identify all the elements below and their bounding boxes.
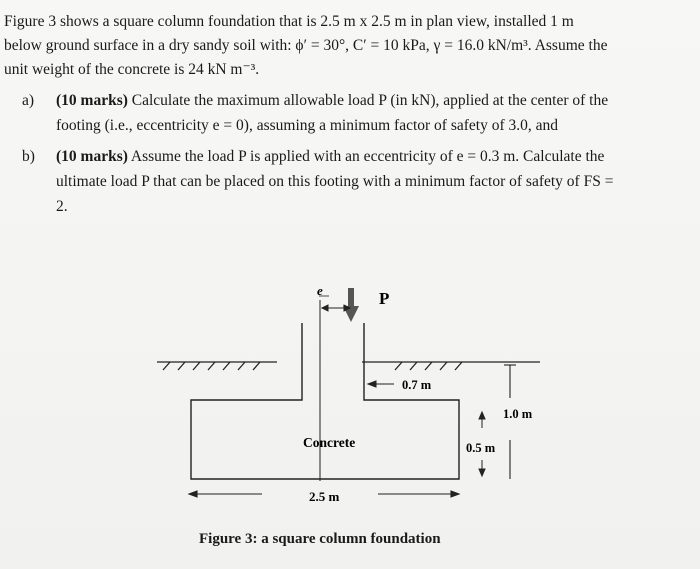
part-a-letter: a) xyxy=(22,92,35,109)
eccentricity-arrow xyxy=(322,305,350,311)
label-concrete: Concrete xyxy=(303,435,356,450)
part-b-line-2: ultimate load P that can be placed on this footing with a minimum factor of safety of FS = xyxy=(56,173,614,190)
label-width: 2.5 m xyxy=(309,489,340,504)
part-b-line-3: 2. xyxy=(56,198,68,215)
problem-line-2: below ground surface in a dry sandy soil with: ϕ′ = 30°, C′ = 10 kPa, γ = 16.0 kN/m³. Assume the xyxy=(4,37,608,54)
label-depth: 1.0 m xyxy=(503,407,533,421)
foundation-outline xyxy=(191,323,459,479)
part-b-letter: b) xyxy=(22,148,35,165)
label-p: P xyxy=(379,289,390,308)
ground-surface-right xyxy=(362,362,540,370)
label-thickness: 0.5 m xyxy=(466,441,496,455)
label-column-width: 0.7 m xyxy=(402,378,432,392)
depth-dimension xyxy=(504,365,516,479)
ground-surface-left xyxy=(157,362,277,370)
problem-line-3: unit weight of the concrete is 24 kN m⁻³. xyxy=(4,61,260,78)
problem-line-1: Figure 3 shows a square column foundation that is 2.5 m x 2.5 m in plan view, installed 1 m xyxy=(4,13,574,30)
label-e: e xyxy=(317,283,323,298)
figure-caption: Figure 3: a square column foundation xyxy=(199,531,441,547)
part-a-line-2: footing (i.e., eccentricity e = 0), assuming a minimum factor of safety of 3.0, and xyxy=(56,117,559,134)
part-b-line-1: Assume the load P is applied with an eccentricity of e = 0.3 m. Calculate the xyxy=(127,148,605,165)
part-a-line-1: Calculate the maximum allowable load P (in kN), applied at the center of the xyxy=(127,92,609,109)
load-arrow xyxy=(343,288,359,322)
part-a-marks: (10 marks) xyxy=(56,92,128,109)
column-width-arrow xyxy=(368,381,394,387)
part-b-marks: (10 marks) xyxy=(56,148,128,165)
